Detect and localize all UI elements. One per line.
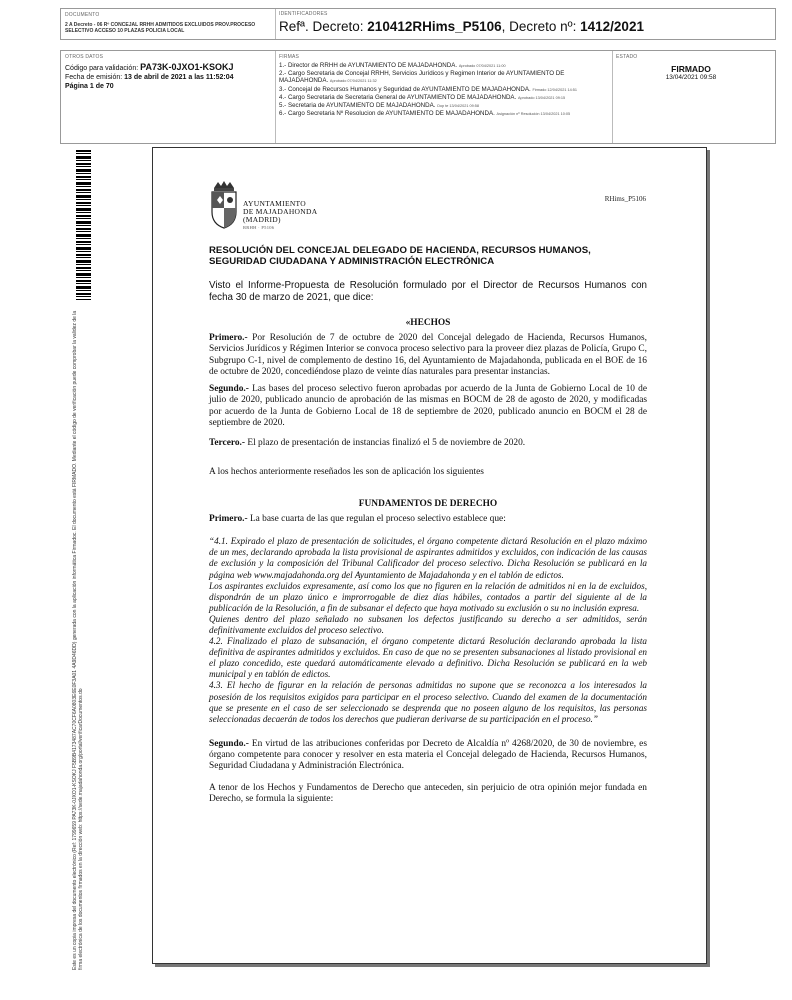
closing-paragraph: A tenor de los Hechos y Fundamentos de Derecho que anteceden, sin perjuicio de otra opinión mejor fundada en Derecho, se formula la siguiente: (209, 782, 647, 805)
fundamentos-heading: FUNDAMENTOS DE DERECHO (358, 498, 498, 509)
ref-number: 210412RHims_P5106 (367, 19, 502, 34)
emission-label: Fecha de emisión: (65, 74, 123, 81)
verification-margin-text: Este es un copia impresa del documento electrónico (Ref: 1799659 PA73K-0JXO1-KSOKJ F5B9B4173487AC70CF6A0803E6E0F3A01 4A9D46DD) generada con la aplicación informática Firmadoc. El documento está FIRMADO. Mediante el código de verificación puede comprobar la validez de la firma electrónica de los documentos firmados en la dirección web: https://sede.majadahonda.org/portal/verificarDocumentos.do (72, 310, 84, 970)
document-info (65, 12, 273, 34)
decree-reference (279, 19, 769, 34)
documento-label: DOCUMENTO (65, 12, 100, 18)
validation-code: PA73K-0JXO1-KSOKJ (140, 62, 234, 72)
emission-value: 13 de abril de 2021 a las 11:52:04 (124, 74, 234, 81)
decreto-number: 1412/2021 (580, 19, 644, 34)
quoted-bases (209, 536, 647, 725)
status (616, 54, 766, 81)
hecho-paragraph: Segundo.- Las bases del proceso selectivo fueron aprobadas por acuerdo de la Junta de Gobierno Local de 10 de julio de 2020, publicado anuncio de aprobación de las mismas en BOCM de 28 de agosto de 2020, y modificadas por acuerdo de la Junta de Gobierno Local de 18 de septiembre de 2020, publicado anuncio en BOCM el 28 de septiembre de 2020. (209, 384, 647, 429)
ref-prefix: Refª. Decreto: (279, 19, 364, 34)
estado-label: ESTADO (616, 54, 638, 60)
hecho-paragraph: Primero.- Por Resolución de 7 de octubre de 2020 del Concejal delegado de Hacienda, Recursos Humanos, Servicios Jurídicos y Régimen Interior se convoca proceso selectivo para la proveer diez plazas de Policía, Grupo C, Subgrupo C-1, nivel de complemento de destino 16, del Ayuntamiento de Majadahonda, publicada en el BOE de 16 de octubre de 2020, concediéndose plazo de veinte días naturales para presentar instancias. (209, 333, 647, 377)
signature-entry: 4.- Cargo Secretaria de Secretaria General de AYUNTAMIENTO DE MAJADAHONDA. Aprobado 13/04/2021 09:15 (279, 93, 566, 101)
hechos-outro: A los hechos anteriormente reseñados les son de aplicación los siguientes (209, 466, 484, 477)
decreto-prefix: , Decreto nº: (501, 19, 577, 34)
barcode-icon (76, 150, 91, 300)
documento-value: 2 A Decreto - 06 Rº CONCEJAL RRHH ADMITIDOS EXCLUIDOS PROV.PROCESO SELECTIVO ACCESO 10 PLAZAS POLICIA LOCAL (65, 22, 256, 34)
document-content (209, 245, 647, 805)
header-signatures-row (60, 50, 776, 144)
hecho-paragraph: Tercero.- El plazo de presentación de instancias finalizó el 5 de noviembre de 2020. (209, 438, 526, 449)
quote-paragraph: 4.2. Finalizado el plazo de subsanación, el órgano competente dictará Resolución declarando aprobada la lista definitiva de aspirantes admitidos y excluidos. En caso de que no se presenten subsanaciones al listado provisional en el plazo concedido, este quedará automáticamente elevado a definitivo. Dicha Resolución se publicará en la web municipal y en tablón de edictos. (209, 636, 647, 680)
identifiers (279, 11, 769, 34)
page-count: Página 1 de 70 (65, 83, 114, 90)
quote-paragraph: Quienes dentro del plazo señalado no subsanen los defectos justificando su derecho a ser admitidos, serán definitivamente excluidos del proceso selectivo. (209, 613, 647, 636)
logo-text: AYUNTAMIENTO DE MAJADAHONDA (MADRID) RRHH · P5106 (243, 199, 318, 230)
fundamento-paragraph: Primero.- La base cuarta de las que regulan el proceso selectivo establece que: (209, 513, 506, 524)
quote-paragraph: “4.1. Expirado el plazo de presentación de solicitudes, el órgano competente dictará Resolución en el plazo máximo de un mes, declarando aprobada la lista provisional de aspirantes admitidos y excluidos, con indicación de las causas de exclusión y la composición del Tribunal Calificador del proceso selectivo. Dicha Resolución se publicará en la página web www.majadahonda.org del Ayuntamiento de Majadahonda y en el tablón de edictos. (209, 536, 647, 580)
quote-paragraph: 4.3. El hecho de figurar en la relación de personas admitidas no supone que se reconozca a los interesados la posesión de los requisitos exigidos para participar en el proceso selectivo. Cuando del examen de la documentación que se presente en el caso de ser seleccionado se desprenda que no poseen alguno de los requisitos, las personas seleccionadas decaerán de todos los derechos que pudieran derivarse de su participación en el proceso.” (209, 680, 647, 724)
signature-entry: 3.- Concejal de Recursos Humanos y Seguridad de AYUNTAMIENTO DE MAJADAHONDA. Firmado 12/04/2021 14:51 (279, 85, 577, 93)
intro-paragraph: Visto el Informe-Propuesta de Resolución formulado por el Director de Recursos Humanos con fecha 30 de marzo de 2021, que dice: (209, 280, 647, 303)
resolution-title: RESOLUCIÓN DEL CONCEJAL DELEGADO DE HACIENDA, RECURSOS HUMANOS, SEGURIDAD CIUDADANA Y ADMINISTRACIÓN ELECTRÓNICA (209, 245, 591, 267)
other-data (65, 54, 273, 91)
quote-paragraph: Los aspirantes excluidos expresamente, así como los que no figuren en la relación de admitidos ni en la de excluidos, dispondrán de un plazo único e improrrogable de diez días hábiles, contados a partir del siguiente al de la publicación de la Resolución, a fin de subsanar el defecto que haya motivado su exclusión o su no inclusión expresa. (209, 580, 647, 613)
signature-entry: 5.- Secretaria de AYUNTAMIENTO DE MAJADAHONDA. Dop te 13/04/2021 09:58 (279, 102, 479, 110)
identificadores-label: IDENTIFICADORES (279, 11, 328, 17)
signature-entry: 1.- Director de RRHH de AYUNTAMIENTO DE MAJADAHONDA. Aprobado 07/04/2021 11:00 (279, 62, 506, 69)
fundamento-paragraph: Segundo.- En virtud de las atribuciones conferidas por Decreto de Alcaldía nº 4268/2020, de 30 de noviembre, es órgano competente para conocer y resolver en esta materia el Concejal delegado de Hacienda, Recursos Humanos, Seguridad Ciudadana y Administración Electrónica. (209, 738, 647, 772)
page-ref-code: RHims_P5106 (604, 195, 646, 203)
signature-entry: 2.- Cargo Secretaria de Concejal RRHH, Servicios Jurídicos y Regimen Interior de AYUNTAMIENTO DE MAJADAHONDA. Aprobado 07/04/2021 11:32 (279, 70, 565, 85)
emission-row (65, 73, 273, 82)
status-date: 13/04/2021 09:58 (665, 74, 717, 81)
firmas-label: FIRMAS (279, 54, 300, 60)
otros-label: OTROS DATOS (65, 54, 104, 60)
coat-of-arms-icon (208, 180, 240, 230)
hechos-heading: «HECHOS (405, 318, 451, 328)
validation-row (65, 63, 273, 73)
signatures (279, 54, 609, 118)
document-page (152, 147, 707, 964)
header-identifiers-row (60, 8, 776, 40)
status-badge: FIRMADO (671, 64, 711, 74)
validation-label: Código para validación: (65, 65, 139, 72)
signature-entry: 6.- Cargo Secretaria Nº Resolucion de AYUNTAMIENTO DE MAJADAHONDA. Asignación nº Resolución 13/04/2021 10:05 (279, 110, 571, 118)
